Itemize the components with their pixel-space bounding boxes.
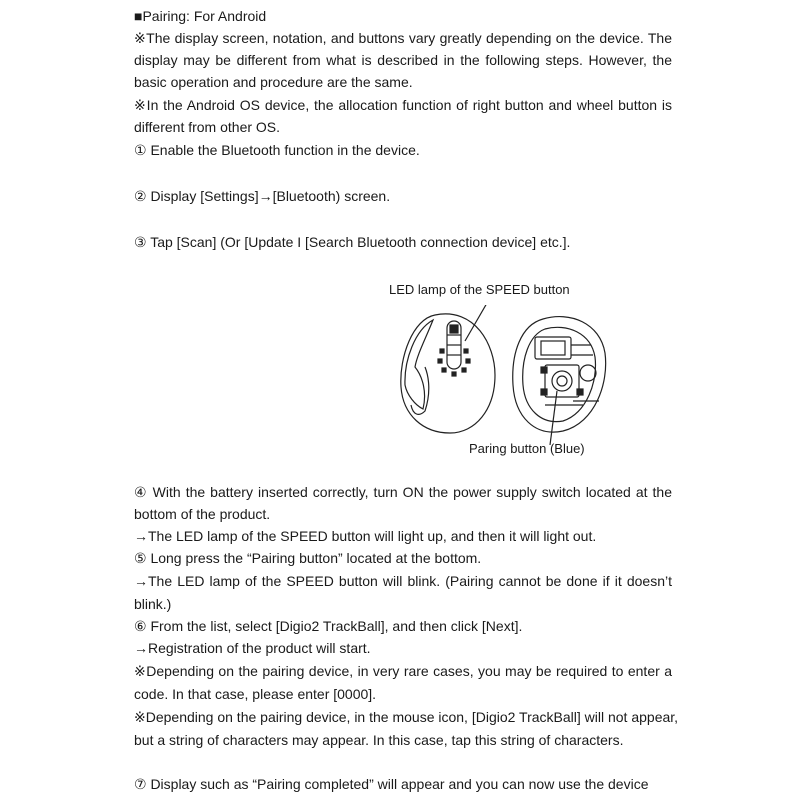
trackball-mouse-illustration [395, 305, 635, 445]
section-heading: ■Pairing: For Android [134, 8, 267, 24]
step-3: ③ Tap [Scan] (Or [Update I [Search Bluetooth connection device] etc.]. [134, 234, 571, 250]
step-4-result: →The LED lamp of the SPEED button will light up, and then it will light out. [134, 528, 597, 544]
mouse-bottom-view [513, 317, 606, 445]
step-5: ⑤ Long press the “Pairing button” located at the bottom. [134, 550, 482, 566]
step-4-line-2: bottom of the product. [134, 506, 271, 522]
step-6-note-1-line-1: ※Depending on the pairing device, in very rare cases, you may be required to enter a [134, 663, 672, 679]
led-lamp-caption: LED lamp of the SPEED button [389, 282, 570, 297]
step-6-note-2-line-1: ※Depending on the pairing device, in the mouse icon, [Digio2 TrackBall] will not appear, [134, 709, 679, 725]
step-6-note-1-line-2: code. In that case, please enter [0000]. [134, 686, 377, 702]
display-note-line-1: ※The display screen, notation, and buttons vary greatly depending on the device. The [134, 30, 672, 46]
allocation-note-line-2: different from other OS. [134, 119, 281, 135]
step-5-result-line-1: →The LED lamp of the SPEED button will blink. (Pairing cannot be done if it doesn’t [134, 573, 672, 589]
mouse-top-view [401, 305, 495, 433]
step-1: ① Enable the Bluetooth function in the device. [134, 142, 420, 158]
pairing-button-caption: Paring button (Blue) [469, 441, 585, 456]
step-2: ② Display [Settings]→[Bluetooth) screen. [134, 188, 391, 204]
display-note-line-3: basic operation and procedure are the same. [134, 74, 413, 90]
step-4-line-1: ④ With the battery inserted correctly, turn ON the power supply switch located at the [134, 484, 672, 500]
step-6-note-2-line-2: but a string of characters may appear. In this case, tap this string of characters. [134, 732, 624, 748]
step-6: ⑥ From the list, select [Digio2 TrackBall], and then click [Next]. [134, 618, 523, 634]
step-7: ⑦ Display such as “Pairing completed” will appear and you can now use the device [134, 776, 649, 792]
display-note-line-2: display may be different from what is described in the following steps. However, the [134, 52, 672, 68]
allocation-note-line-1: ※In the Android OS device, the allocation function of right button and wheel button is [134, 97, 672, 113]
step-6-result: →Registration of the product will start. [134, 640, 371, 656]
step-5-result-line-2: blink.) [134, 596, 172, 612]
